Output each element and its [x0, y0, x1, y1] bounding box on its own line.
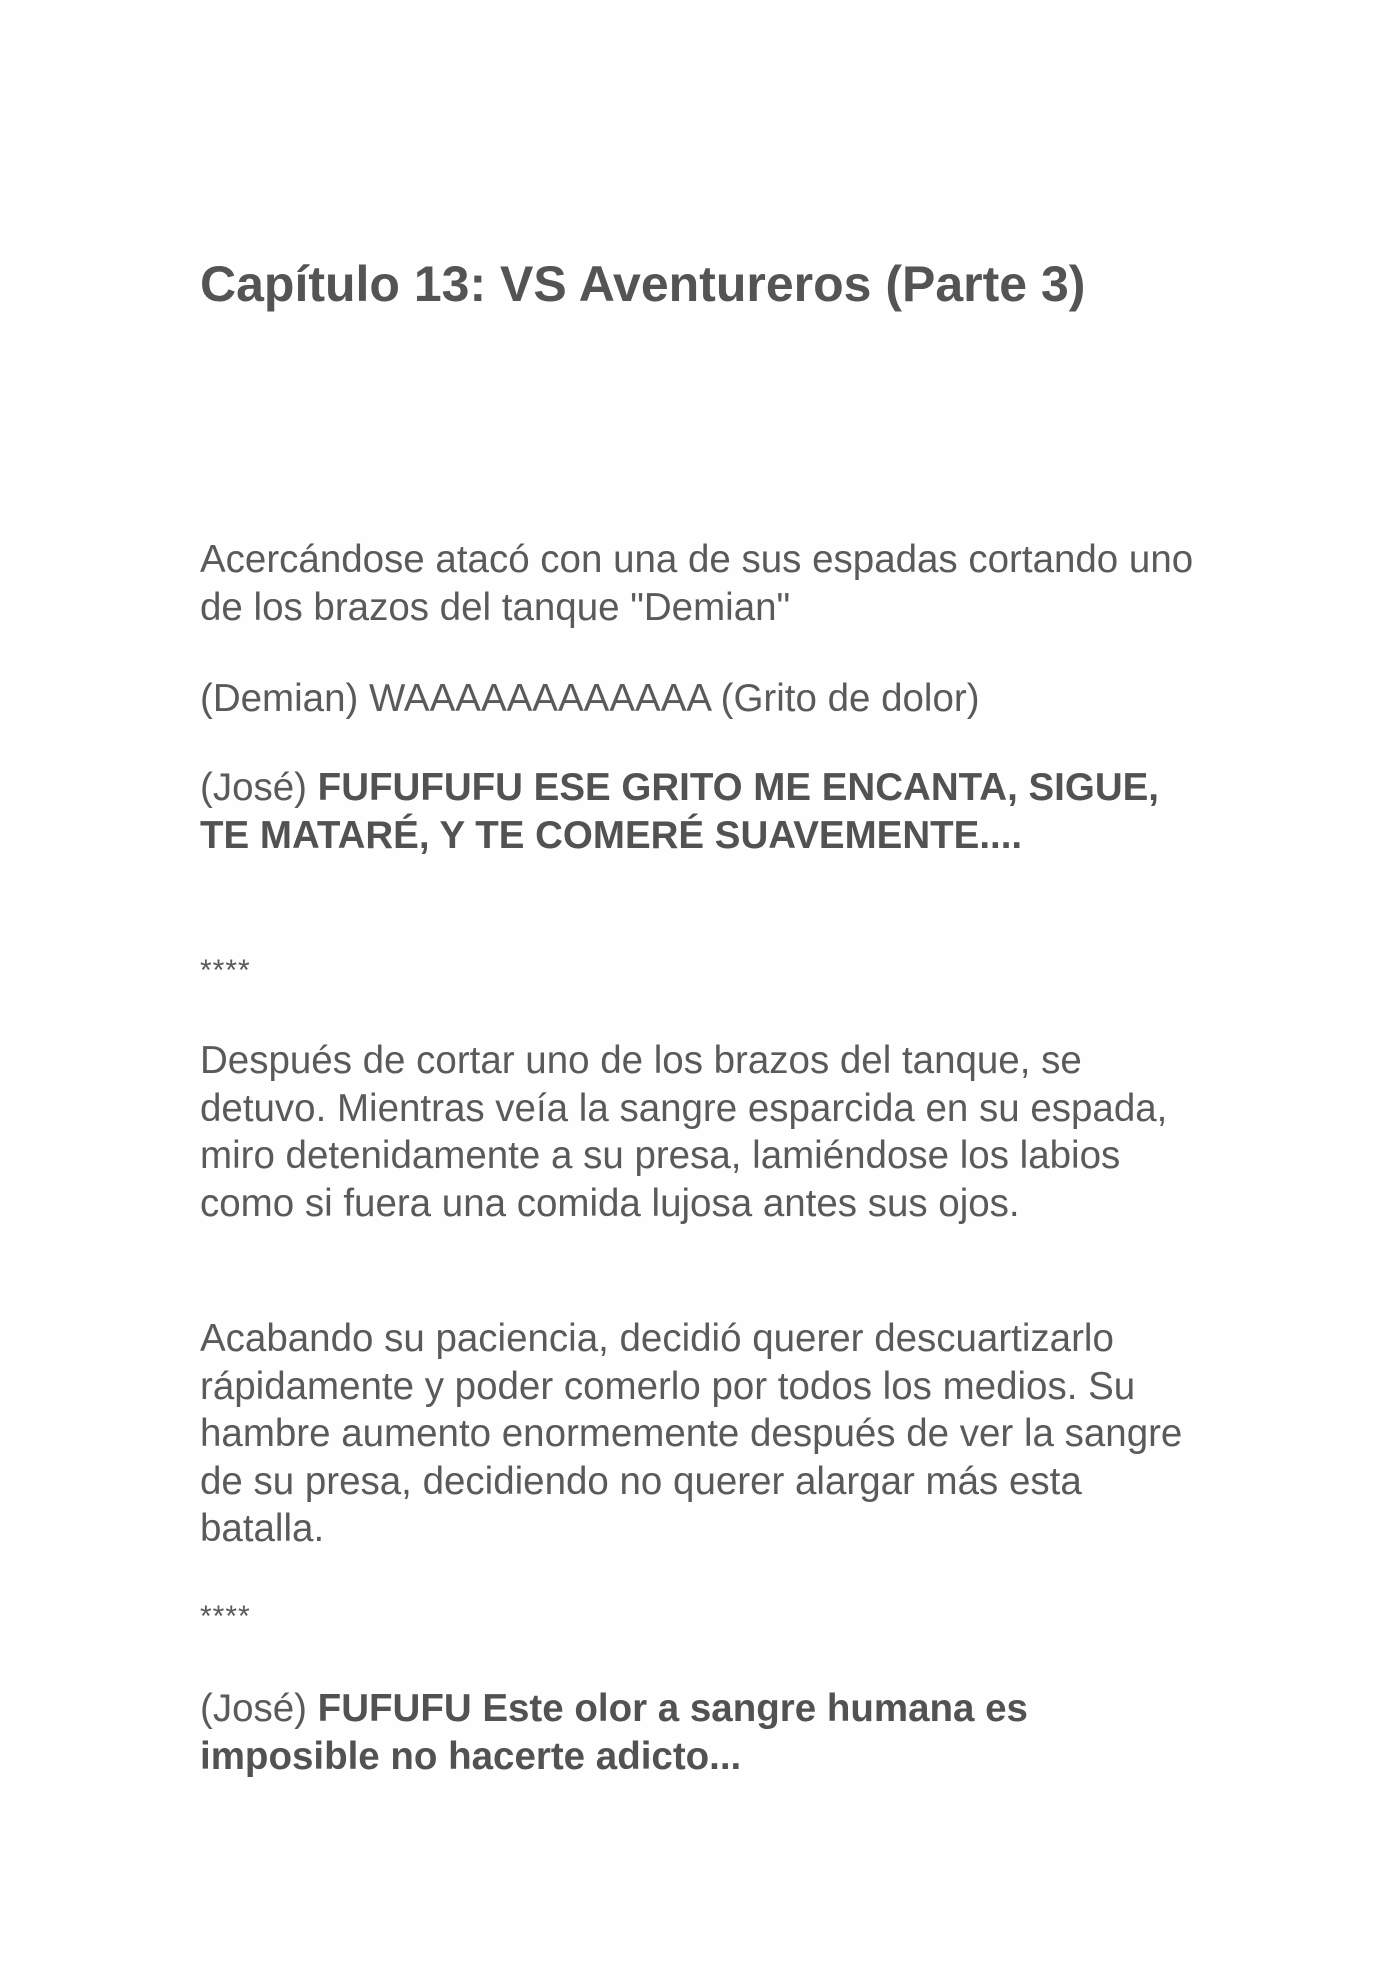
speaker-label: (José): [200, 1687, 318, 1730]
scene-separator: ****: [200, 954, 251, 987]
dialogue-emphasis: FUFUFUFU ESE GRITO ME ENCANTA, SIGUE, TE MATARÉ, Y TE COMERÉ SUAVEMENTE....: [200, 766, 1159, 857]
dialogue-emphasis: FUFUFU Este olor a sangre humana es imposible no hacerte adicto...: [200, 1687, 1028, 1778]
paragraph-demian-scream: (Demian) WAAAAAAAAAAAA (Grito de dolor): [200, 677, 980, 720]
chapter-title: Capítulo 13: VS Aventureros (Parte 3): [200, 256, 1086, 312]
paragraph-jose-dialogue-2: [200, 1685, 1210, 1780]
paragraph-impatience: Acabando su paciencia, decidió querer descuartizarlo rápidamente y poder comerlo por todos los medios. Su hambre aumento enormemente después de ver la sangre de su presa, decidiendo no querer alargar más esta batalla.: [200, 1317, 1183, 1550]
speaker-label: (José): [200, 766, 318, 809]
paragraph-attack: Acercándose atacó con una de sus espadas cortando uno de los brazos del tanque "Demian": [200, 538, 1194, 629]
paragraph-jose-dialogue-1: [200, 764, 1210, 859]
scene-separator: ****: [200, 1600, 251, 1633]
paragraph-after-cut: Después de cortar uno de los brazos del tanque, se detuvo. Mientras veía la sangre esparcida en su espada, miro detenidamente a su presa, lamiéndose los labios como si fuera una comida lujosa antes sus ojos.: [200, 1039, 1168, 1225]
